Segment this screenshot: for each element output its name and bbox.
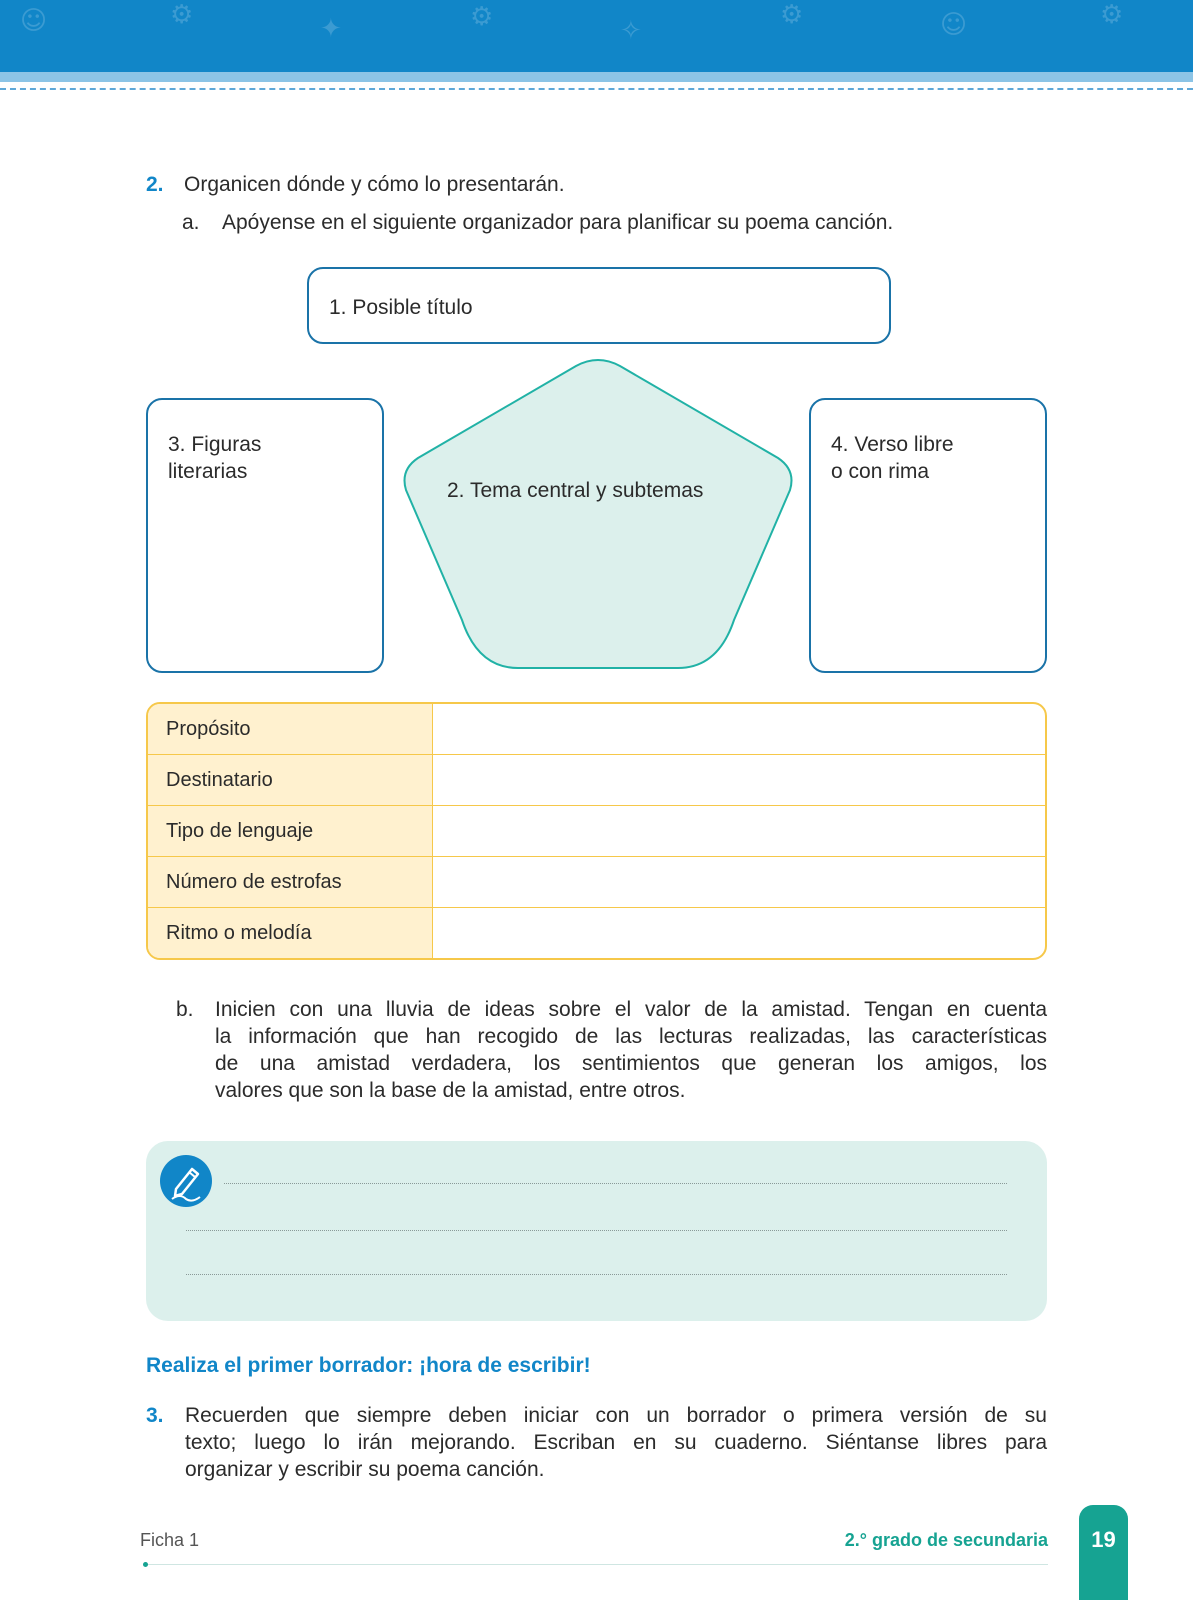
section-title: Realiza el primer borrador: ¡hora de escribir! [146, 1354, 591, 1377]
footer-dot [143, 1562, 148, 1567]
paragraph-line: valores que son la base de la amistad, entre otros. [215, 1079, 686, 1102]
figures-box[interactable] [146, 398, 384, 673]
footer-worksheet-label: Ficha 1 [140, 1530, 200, 1550]
paragraph-line: la información que han recogido de las lecturas realizadas, las características [215, 1025, 1047, 1048]
paragraph-line: organizar y escribir su poema canción. [185, 1458, 545, 1481]
verse-box[interactable] [809, 398, 1047, 673]
table-row [148, 704, 1045, 755]
title-box-label: 1. Posible título [329, 296, 473, 319]
figures-box-label-line1: 3. Figuras [168, 433, 262, 456]
writing-line[interactable] [186, 1230, 1007, 1231]
gear-doodle-icon: ⚙ [170, 0, 194, 30]
central-theme-label: 2. Tema central y subtemas [447, 479, 704, 502]
central-theme-pentagon[interactable] [398, 358, 798, 674]
gear-doodle-icon: ⚙ [780, 0, 804, 30]
table-row [148, 908, 1045, 959]
writing-line[interactable] [186, 1274, 1007, 1275]
table-row [148, 806, 1045, 857]
pencil-icon [160, 1155, 212, 1207]
paragraph-line: de una amistad verdadera, los sentimientos que generan los amigos, los [215, 1052, 1047, 1075]
footer-grade-label: 2.° grado de secundaria [844, 1530, 1048, 1550]
gear-doodle-icon: ⚙ [470, 2, 494, 32]
paragraph-line: texto; luego lo irán mejorando. Escriban en su cuaderno. Siéntanse libres para [185, 1431, 1047, 1454]
figures-box-label-line2: literarias [168, 460, 248, 483]
doodle-icon: ☺ [940, 10, 968, 40]
verse-box-label-line1: 4. Verso libre [831, 433, 954, 456]
item-text: Apóyense en el siguiente organizador para planificar su poema canción. [222, 211, 894, 234]
title-box[interactable] [307, 267, 891, 344]
doodle-icon: ☺ [20, 6, 48, 36]
row-label: Destinatario [148, 755, 433, 805]
lightbulb-doodle-icon: ✦ [320, 14, 342, 44]
row-label: Tipo de lenguaje [148, 806, 433, 856]
row-answer-cell[interactable] [433, 806, 1045, 856]
question-number: 3. [146, 1404, 164, 1427]
question-text: Organicen dónde y cómo lo presentarán. [184, 173, 565, 196]
item-letter: a. [182, 211, 200, 234]
header-banner [0, 0, 1193, 72]
row-answer-cell[interactable] [433, 908, 1045, 959]
brainstorm-note-area [146, 1141, 1047, 1321]
row-label: Propósito [148, 704, 433, 754]
footer-divider [145, 1564, 1048, 1565]
header-dashed-line [0, 88, 1193, 90]
row-answer-cell[interactable] [433, 857, 1045, 907]
gear-doodle-icon: ⚙ [1100, 0, 1124, 30]
row-answer-cell[interactable] [433, 755, 1045, 805]
page-number: 19 [1091, 1527, 1116, 1552]
planning-table [146, 702, 1047, 960]
question-3-paragraph [185, 1402, 1047, 1483]
row-answer-cell[interactable] [433, 704, 1045, 754]
row-label: Ritmo o melodía [148, 908, 433, 959]
question-number: 2. [146, 173, 164, 196]
header-stripe [0, 72, 1193, 82]
table-row [148, 755, 1045, 806]
item-b-paragraph [215, 996, 1047, 1104]
paragraph-line: Recuerden que siempre deben iniciar con un borrador o primera versión de su [185, 1404, 1047, 1427]
table-row [148, 857, 1045, 908]
item-letter: b. [176, 998, 194, 1021]
row-label: Número de estrofas [148, 857, 433, 907]
verse-box-label-line2: o con rima [831, 460, 930, 483]
paragraph-line: Inicien con una lluvia de ideas sobre el valor de la amistad. Tengan en cuenta [215, 998, 1047, 1021]
star-doodle-icon: ✧ [620, 16, 642, 46]
writing-line[interactable] [224, 1183, 1007, 1184]
